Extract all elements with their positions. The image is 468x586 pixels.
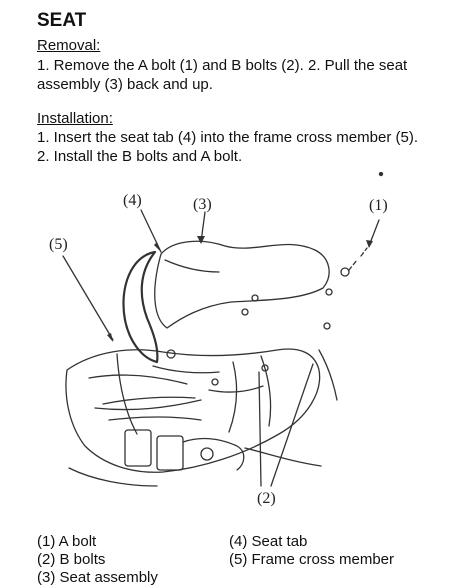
legend-item-4: (4) Seat tab [229, 533, 308, 550]
installation-step-1: 1. Insert the seat tab (4) into the frame cross member (5). [37, 129, 418, 146]
installation-step-2: 2. Install the B bolts and A bolt. [37, 148, 243, 165]
legend-item-3: (3) Seat assembly [37, 569, 158, 586]
seat-tab-loop [123, 252, 157, 362]
callout-4: (4) [123, 192, 142, 209]
callout-1: (1) [369, 197, 388, 214]
seat-diagram [33, 172, 458, 512]
legend-item-5: (5) Frame cross member [229, 551, 395, 568]
removal-text: 1. Remove the A bolt (1) and B bolts (2). 2. Pull the seat assembly (3) back and up. [37, 57, 408, 93]
seat-assembly-outline [155, 241, 329, 328]
removal-heading: Removal: [37, 37, 101, 54]
legend-item-2: (2) B bolts [37, 551, 106, 568]
callout-5: (5) [49, 236, 68, 253]
page-title: SEAT [37, 10, 87, 31]
legend-item-1: (1) A bolt [37, 533, 97, 550]
callout-3: (3) [193, 196, 212, 213]
callout-2: (2) [257, 490, 276, 507]
installation-heading: Installation: [37, 110, 113, 127]
